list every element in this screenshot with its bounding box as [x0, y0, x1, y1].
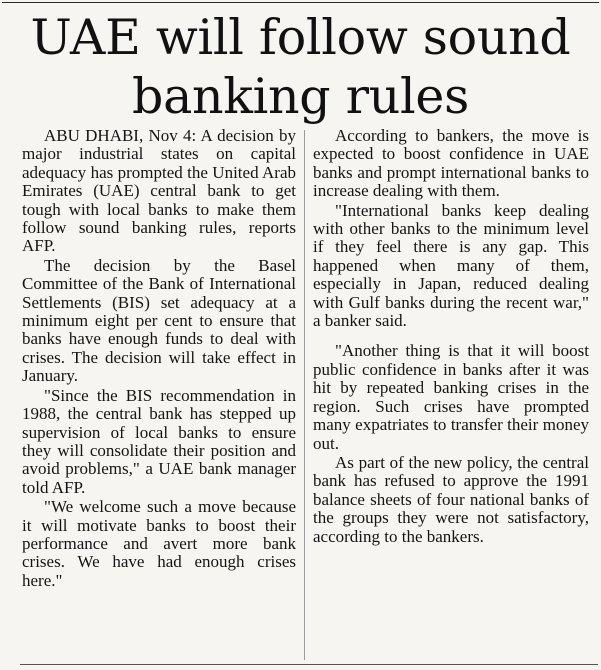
paragraph-bank-manager-quote: "Since the BIS recommendation in 1988, the central bank has stepped up supervision of local banks to ensure they will consolidate their position and avoid problems," a UAE bank manager told AFP.	[22, 385, 296, 497]
bottom-border-rule	[20, 664, 598, 665]
paragraph-public-confidence-quote: "Another thing is that it will boost public confidence in banks after it was hit by repeated banking crises in the region. Such crises have prompted many expatriates to transfer their money out.	[313, 341, 589, 453]
right-column	[313, 127, 589, 546]
paragraph-basel-decision: The decision by the Basel Committee of the Bank of International Settlements (BIS) set adequacy at a minimum eight per cent to ensure that banks have enough funds to deal with crises. The decision will take effect in January.	[22, 255, 296, 386]
left-column	[22, 127, 296, 590]
paragraph-new-policy: As part of the new policy, the central bank has refused to approve the 1991 balance sheets of four national banks of the groups they were not satisfactory, according to the bankers.	[313, 452, 589, 546]
headline: UAE will follow sound banking rules	[30, 9, 571, 125]
paragraph-welcome-quote: "We welcome such a move because it will motivate banks to boost their performance and avert more bank crises. We have had enough crises here."	[22, 497, 296, 590]
paragraph-dateline: ABU DHABI, Nov 4: A decision by major industrial states on capital adequacy has prompted the United Arab Emirates (UAE) central bank to get tough with local banks to make them follow sound banking rules, reports AFP.	[22, 126, 296, 256]
paragraph-bankers-expectation: According to bankers, the move is expected to boost confidence in UAE banks and prompt international banks to increase dealing with them.	[313, 126, 589, 201]
paragraph-international-banks-quote: "International banks keep dealing with other banks to the minimum level if they feel there is any gap. This happened when many of them, especially in Japan, reduced dealing with Gulf banks during the recent war," a banker said.	[313, 200, 589, 331]
top-border-rule	[2, 2, 599, 3]
column-divider	[304, 130, 305, 660]
